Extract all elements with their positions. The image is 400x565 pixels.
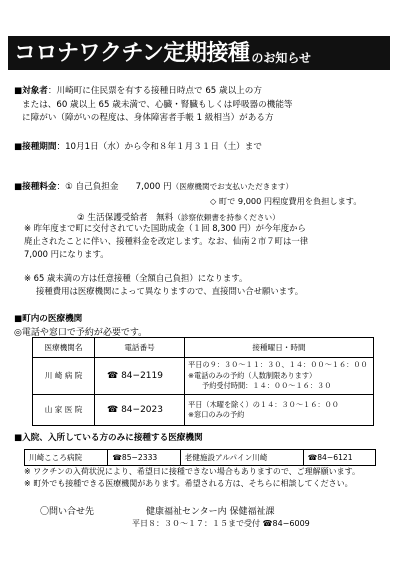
fee-line-1-note: （医療機関でお支払いただきます） — [171, 182, 294, 191]
clinic-time-line: 平日の９：３０〜１１：３０、１４：００〜１６：００ — [188, 360, 368, 370]
clinic-times — [185, 358, 374, 395]
facilities-heading: ■入院、入所している方のみに接種する医療機関 — [14, 433, 203, 443]
title-banner — [8, 36, 390, 70]
clinic-time-line: 平日（木曜を除く）の１４：３０〜１６：００ — [188, 399, 339, 409]
clinic-time-note: ※窓口のみの予約 — [188, 410, 245, 419]
facility-table — [24, 449, 376, 466]
notice-under-65 — [24, 272, 303, 298]
clinic-time-note: ※電話のみの予約（人数制限あります） — [188, 370, 317, 380]
clinic-header-phone: 電話番号 — [95, 338, 185, 358]
clinic-name: 川 崎 病 院 — [33, 358, 95, 395]
clinic-table — [32, 337, 374, 426]
target-label: ■対象者 — [14, 86, 48, 96]
contact-label: 〇問い合せ先 — [40, 507, 95, 517]
fee-section — [14, 180, 362, 226]
clinic-phone: ☎ 84−2119 — [95, 358, 185, 395]
facilities-note-1: ※ ワクチンの入荷状況により、希望日に接種できない場合もありますので、ご理解願います。 — [24, 467, 361, 476]
period-section — [14, 141, 262, 155]
facility-phone: ☎85−2333 — [108, 450, 180, 466]
fee-line-3: ② 生活保護受給者 無料 — [77, 213, 174, 223]
clinics-heading-block — [14, 313, 147, 340]
target-line-3: に障がい（障がいの程度は、身体障害者手帳 1 級相当）がある方 — [22, 113, 274, 123]
page-title: コロナワクチン定期接種 — [14, 41, 250, 66]
fee-line-1: ：① 自己負担金 7,000 円 — [56, 182, 172, 192]
clinic-name: 山 家 医 院 — [33, 395, 95, 426]
fee-line-2: ◇ 町で 9,000 円程度費用を負担します。 — [210, 195, 362, 206]
notice-subsidy-line-2: 廃止されたことに伴い、接種料金を改定します。なお、仙南２市７町は一律 — [24, 236, 309, 246]
period-text: ：10月1日（水）から令和８年１月３１日（土）まで — [56, 142, 262, 152]
contact-hours: 平日８：３０〜１７：１５まで受付 ☎84−6009 — [132, 519, 310, 528]
table-row — [33, 395, 374, 426]
notice-under-65-line-2: 接種費用は医療機関によって異なりますので、直接問い合せ願います。 — [36, 286, 304, 296]
facility-phone: ☎84−6121 — [303, 450, 375, 466]
clinics-subheading: ◎電話や窓口で予約が必要です。 — [14, 327, 148, 338]
target-line-2: または、60 歳以上 65 歳未満で、心臓・腎臓もしくは呼吸器の機能等 — [22, 99, 293, 110]
clinic-phone: ☎ 84−2023 — [95, 395, 185, 426]
target-line-1: ：川崎町に住民票を有する接種日時点で 65 歳以上の方 — [47, 86, 262, 96]
notice-under-65-line-1: ※ 65 歳未満の方は任意接種（全額自己負担）になります。 — [24, 273, 248, 283]
facility-name: 川崎こころ病院 — [25, 450, 108, 466]
clinics-heading: ■町内の医療機関 — [14, 314, 83, 324]
target-section — [14, 85, 293, 126]
clinic-header-times: 接種曜日・時間 — [185, 338, 374, 358]
fee-line-3-note: （診察依頼書を持参ください） — [173, 213, 280, 222]
period-label: ■接種期間 — [14, 142, 57, 152]
facility-name: 老健施設アルパイン川崎 — [180, 450, 303, 466]
notice-subsidy-line-1: ※ 昨年度まで町に交付されていた国助成金（１回 8,300 円）が今年度から — [24, 223, 306, 233]
table-row — [33, 358, 374, 395]
clinic-time-note: 予約受付時間：１４：００〜１６：３０ — [202, 381, 332, 391]
contact-dept: 健康福祉センター内 保健福祉課 — [146, 507, 275, 517]
clinic-header-name: 医療機関名 — [33, 338, 95, 358]
fee-label: ■接種料金 — [14, 182, 57, 192]
notice-subsidy — [24, 222, 308, 261]
notice-subsidy-line-3: 7,000 円になります。 — [24, 249, 109, 259]
page-subtitle: のお知らせ — [251, 51, 312, 65]
facilities-notes — [24, 466, 360, 490]
table-row — [25, 450, 376, 466]
facilities-note-2: ※ 町外でも接種できる医療機関があります。希望される方は、そちらに相談してください。 — [24, 479, 353, 488]
clinic-times — [185, 395, 374, 426]
